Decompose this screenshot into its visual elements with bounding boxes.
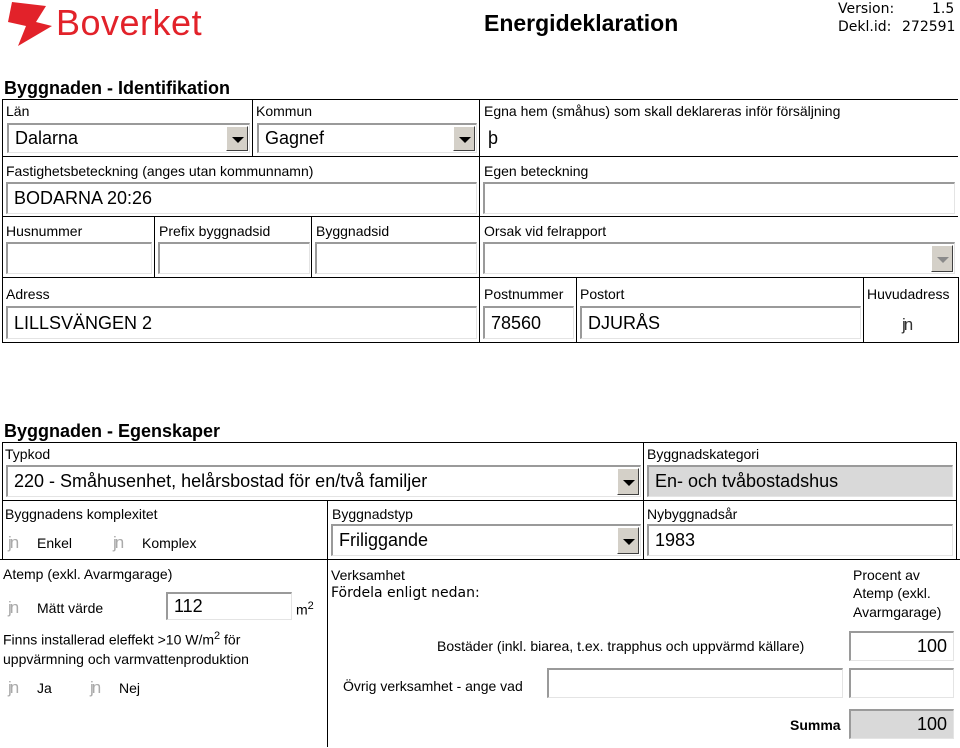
eleffekt-text-b: för bbox=[220, 631, 241, 648]
nej-label: Nej bbox=[119, 680, 141, 696]
matt-varde-radio[interactable]: jn bbox=[8, 598, 18, 617]
atemp-unit-sup: 2 bbox=[307, 600, 314, 612]
kategori-label: Byggnadskategori bbox=[647, 446, 760, 462]
atemp-input[interactable]: 112 bbox=[166, 592, 292, 620]
husnummer-input[interactable] bbox=[6, 242, 152, 274]
ja-radio[interactable]: jn bbox=[8, 678, 18, 697]
logo-text: Boverket bbox=[56, 2, 203, 43]
ja-label: Ja bbox=[37, 680, 52, 696]
eleffekt-question bbox=[3, 630, 240, 648]
huvudadress-label: Huvudadress bbox=[867, 286, 950, 302]
procent-label-2: Atemp (exkl. bbox=[853, 585, 931, 601]
page-title: Energideklaration bbox=[484, 10, 679, 36]
lan-label: Län bbox=[6, 103, 30, 119]
typkod-select[interactable] bbox=[6, 465, 641, 497]
byggnadstyp-select[interactable] bbox=[331, 524, 641, 556]
husnummer-label: Husnummer bbox=[6, 223, 83, 239]
boverket-logo bbox=[6, 0, 226, 50]
deklid-label: Dekl.id: bbox=[838, 19, 892, 35]
version-value: 1.5 bbox=[932, 1, 955, 17]
byggnadsid-input[interactable] bbox=[315, 242, 477, 274]
byggnadsid-label: Byggnadsid bbox=[316, 223, 390, 239]
eleffekt-text-a: Finns installerad eleffekt >10 W/m bbox=[3, 631, 215, 648]
procent-label-1: Procent av bbox=[853, 567, 920, 583]
komplex-label: Komplex bbox=[142, 535, 197, 551]
section-heading-egenskaper: Byggnaden - Egenskaper bbox=[4, 421, 221, 441]
eleffekt-question-line2: uppvärmning och varmvattenproduktion bbox=[3, 651, 249, 667]
typkod-label: Typkod bbox=[5, 446, 51, 462]
postnummer-label: Postnummer bbox=[484, 286, 564, 302]
egen-label: Egen beteckning bbox=[484, 163, 589, 179]
komplex-radio[interactable]: jn bbox=[113, 533, 123, 552]
typkod-select-value: 220 - Småhusenhet, helårsbostad för en/två familjer bbox=[14, 471, 428, 491]
postort-label: Postort bbox=[580, 286, 625, 302]
eleffekt-sup: 2 bbox=[214, 630, 221, 642]
prefix-label: Prefix byggnadsid bbox=[159, 223, 271, 239]
ovrig-procent-input[interactable] bbox=[849, 668, 954, 698]
prefix-input[interactable] bbox=[158, 242, 310, 274]
version-label: Version: bbox=[838, 1, 895, 17]
postort-input[interactable]: DJURÅS bbox=[580, 306, 861, 339]
nej-radio[interactable]: jn bbox=[90, 678, 100, 697]
orsak-label: Orsak vid felrapport bbox=[484, 223, 607, 239]
nybyggnad-input[interactable]: 1983 bbox=[647, 524, 953, 556]
orsak-select[interactable] bbox=[483, 242, 955, 274]
lan-select-value: Dalarna bbox=[15, 128, 79, 148]
komplexitet-label: Byggnadens komplexitet bbox=[5, 506, 158, 522]
chevron-down-icon[interactable] bbox=[226, 126, 248, 151]
huvudadress-radio[interactable]: jn bbox=[902, 315, 912, 334]
lan-select[interactable] bbox=[7, 123, 250, 153]
atemp-unit-text: m bbox=[296, 601, 308, 618]
egna-hem-checkbox[interactable]: þ bbox=[488, 128, 499, 148]
byggnadstyp-label: Byggnadstyp bbox=[332, 506, 413, 522]
fordela-label: Fördela enligt nedan: bbox=[331, 585, 480, 601]
ovrig-input[interactable] bbox=[547, 668, 843, 698]
bostader-label: Bostäder (inkl. biarea, t.ex. trapphus och uppvärmd källare) bbox=[437, 638, 805, 654]
procent-label-3: Avarmgarage) bbox=[853, 604, 942, 620]
ovrig-label: Övrig verksamhet - ange vad bbox=[343, 678, 523, 694]
kategori-field: En- och tvåbostadshus bbox=[647, 465, 953, 497]
deklid-value: 272591 bbox=[902, 19, 956, 35]
nybyggnad-label: Nybyggnadsår bbox=[647, 506, 738, 522]
boverket-logo-mark-icon bbox=[6, 0, 54, 48]
matt-varde-label: Mätt värde bbox=[37, 600, 104, 616]
verksamhet-label: Verksamhet bbox=[331, 567, 405, 583]
chevron-down-icon[interactable] bbox=[453, 126, 475, 151]
egen-beteckning-input[interactable] bbox=[483, 182, 955, 214]
enkel-label: Enkel bbox=[37, 535, 73, 551]
adress-label: Adress bbox=[6, 286, 50, 302]
fastighet-label: Fastighetsbeteckning (anges utan kommunnamn) bbox=[6, 163, 314, 179]
enkel-radio[interactable]: jn bbox=[8, 533, 18, 552]
adress-input[interactable]: LILLSVÄNGEN 2 bbox=[6, 306, 477, 339]
egna-hem-label: Egna hem (småhus) som skall deklareras inför försäljning bbox=[484, 103, 841, 119]
fastighet-input[interactable]: BODARNA 20:26 bbox=[6, 182, 477, 214]
section-heading-identifikation: Byggnaden - Identifikation bbox=[4, 78, 231, 98]
chevron-down-icon[interactable] bbox=[617, 468, 639, 495]
bostader-input[interactable]: 100 bbox=[849, 631, 954, 661]
kommun-label: Kommun bbox=[256, 103, 313, 119]
kommun-select-value: Gagnef bbox=[265, 128, 325, 148]
summa-field: 100 bbox=[849, 709, 954, 739]
byggnadstyp-select-value: Friliggande bbox=[339, 530, 429, 550]
chevron-down-icon[interactable] bbox=[617, 527, 639, 554]
kommun-select[interactable] bbox=[257, 123, 477, 153]
chevron-down-icon[interactable] bbox=[931, 245, 953, 272]
postnummer-input[interactable]: 78560 bbox=[483, 306, 574, 339]
atemp-label: Atemp (exkl. Avarmgarage) bbox=[3, 566, 173, 582]
atemp-unit bbox=[296, 600, 314, 618]
summa-label: Summa bbox=[790, 717, 841, 733]
